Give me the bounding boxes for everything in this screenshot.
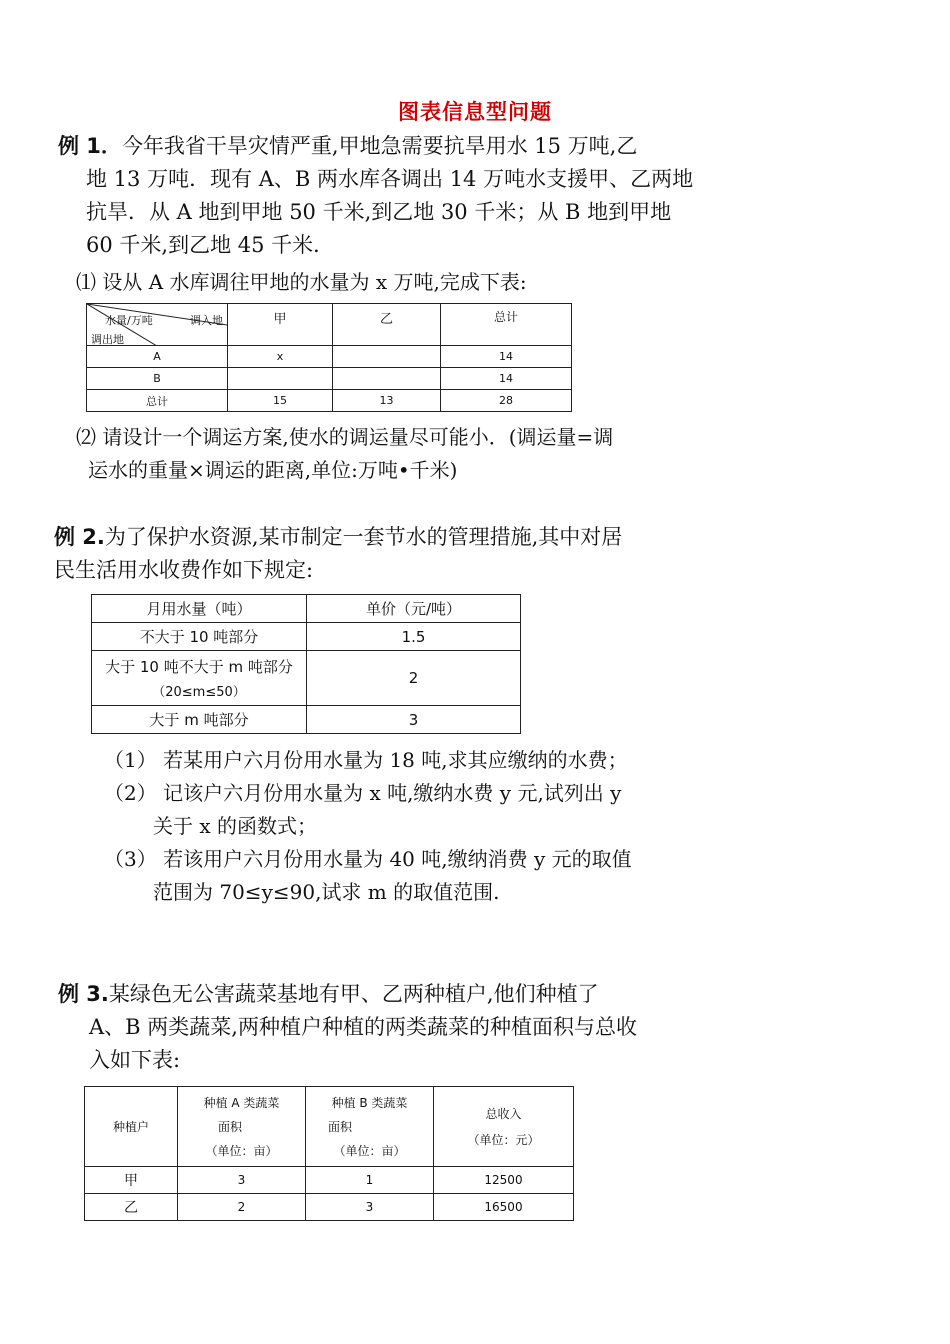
table-row <box>92 623 521 651</box>
table-cell: 14 <box>441 346 572 368</box>
question-line: （2） 记该户六月份用水量为 x 吨,缴纳水费 y 元,试列出 y <box>104 781 622 805</box>
example-3-table <box>84 1086 574 1221</box>
header-line: 总收入 <box>485 1106 522 1121</box>
question-line: （1） 若某用户六月份用水量为 18 吨,求其应缴纳的水费； <box>104 748 628 772</box>
table-row <box>87 346 572 368</box>
table-header: 甲 <box>228 304 333 346</box>
corner-label-bottom: 调出地 <box>91 333 124 346</box>
table-cell: 14 <box>441 368 572 390</box>
table-header: 月用水量（吨） <box>92 595 307 623</box>
table-cell: 3 <box>306 1194 434 1221</box>
header-line: 种植 B 类蔬菜 <box>331 1095 408 1110</box>
header-line: （单位：亩） <box>333 1143 406 1158</box>
question-2-line-1: ⑵ 请设计一个调运方案,使水的调运量尽可能小．(调运量=调 <box>76 425 614 449</box>
table-cell: 3 <box>178 1167 306 1194</box>
table-header: 乙 <box>333 304 441 346</box>
table-header-row <box>85 1087 574 1167</box>
example-1-question-2 <box>76 421 613 487</box>
table-cell: 大于 m 吨部分 <box>92 706 307 734</box>
table-header: 总计 <box>441 304 572 346</box>
example-2-line-1: 为了保护水资源,某市制定一套节水的管理措施,其中对居 <box>104 525 623 549</box>
table-cell: x <box>228 346 333 368</box>
question-2-line-2: 运水的重量×调运的距离,单位:万吨•千米) <box>88 458 458 482</box>
table-cell: 不大于 10 吨部分 <box>92 623 307 651</box>
table-cell <box>92 651 307 706</box>
example-2-line-2: 民生活用水收费作如下规定: <box>54 558 314 582</box>
example-3-line-1: 某绿色无公害蔬菜基地有甲、乙两种植户,他们种植了 <box>108 982 599 1006</box>
table-cell: 28 <box>441 390 572 412</box>
table-row <box>92 651 521 706</box>
table-header <box>434 1087 574 1167</box>
table-cell: 13 <box>333 390 441 412</box>
question-line: （3） 若该用户六月份用水量为 40 吨,缴纳消费 y 元的取值 <box>104 847 632 871</box>
table-cell: 15 <box>228 390 333 412</box>
table-row <box>92 706 521 734</box>
table-cell: 2 <box>178 1194 306 1221</box>
example-1-line-4: 60 千米,到乙地 45 千米． <box>86 233 335 257</box>
table-row <box>87 390 572 412</box>
table-cell: A <box>87 346 228 368</box>
example-1-text <box>58 130 693 262</box>
example-1-line-2: 地 13 万吨．现有 A、B 两水库各调出 14 万吨水支援甲、乙两地 <box>86 167 694 191</box>
example-1-line-1: 今年我省干旱灾情严重,甲地急需要抗旱用水 15 万吨,乙 <box>121 134 638 158</box>
example-1-table <box>86 303 572 412</box>
table-cell: 总计 <box>87 390 228 412</box>
table-cell: 1 <box>306 1167 434 1194</box>
table-cell: 1.5 <box>307 623 521 651</box>
table-cell-line: （20≤m≤50） <box>152 685 246 700</box>
example-2-text <box>54 521 622 587</box>
example-2-label: 例 2. <box>54 525 105 549</box>
table-header <box>178 1087 306 1167</box>
table-cell: B <box>87 368 228 390</box>
example-3-text <box>58 978 637 1077</box>
table-header-row <box>92 595 521 623</box>
header-line: 面积 <box>218 1119 243 1134</box>
table-row <box>85 1194 574 1221</box>
question-line: 关于 x 的函数式； <box>153 814 317 838</box>
example-3-label: 例 3. <box>58 982 109 1006</box>
example-1-label: 例 1． <box>58 134 122 158</box>
example-2-table <box>91 594 521 734</box>
table-cell: 2 <box>307 651 521 706</box>
table-header: 单价（元/吨） <box>307 595 521 623</box>
question-line: 范围为 70≤y≤90,试求 m 的取值范围. <box>153 880 500 904</box>
table-header <box>306 1087 434 1167</box>
table-cell: 乙 <box>85 1194 178 1221</box>
table-cell: 3 <box>307 706 521 734</box>
header-line: 面积 <box>328 1119 353 1134</box>
table-row <box>85 1167 574 1194</box>
header-line: （单位：元） <box>467 1132 540 1147</box>
table-header: 种植户 <box>85 1087 178 1167</box>
example-2-questions <box>104 744 632 909</box>
table-cell <box>333 368 441 390</box>
table-cell: 甲 <box>85 1167 178 1194</box>
header-line: （单位：亩） <box>205 1143 278 1158</box>
table-cell: 12500 <box>434 1167 574 1194</box>
table-cell <box>228 368 333 390</box>
example-1-line-3: 抗旱．从 A 地到甲地 50 千米,到乙地 30 千米；从 B 地到甲地 <box>86 200 672 224</box>
example-1-question-1: ⑴ 设从 A 水库调往甲地的水量为 x 万吨,完成下表: <box>76 270 527 294</box>
header-line: 种植 A 类蔬菜 <box>203 1095 280 1110</box>
example-3-line-2: A、B 两类蔬菜,两种植户种植的两类蔬菜的种植面积与总收 <box>89 1015 637 1039</box>
table-row <box>87 368 572 390</box>
table-cell <box>333 346 441 368</box>
table-corner-cell <box>87 304 228 346</box>
page-title: 图表信息型问题 <box>398 100 552 124</box>
corner-label-top: 调入地 <box>190 314 223 327</box>
table-cell-line: 大于 10 吨不大于 m 吨部分 <box>105 658 293 676</box>
example-3-line-3: 入如下表: <box>89 1048 181 1072</box>
corner-label-mid: 水量/万吨 <box>105 314 153 327</box>
table-cell: 16500 <box>434 1194 574 1221</box>
